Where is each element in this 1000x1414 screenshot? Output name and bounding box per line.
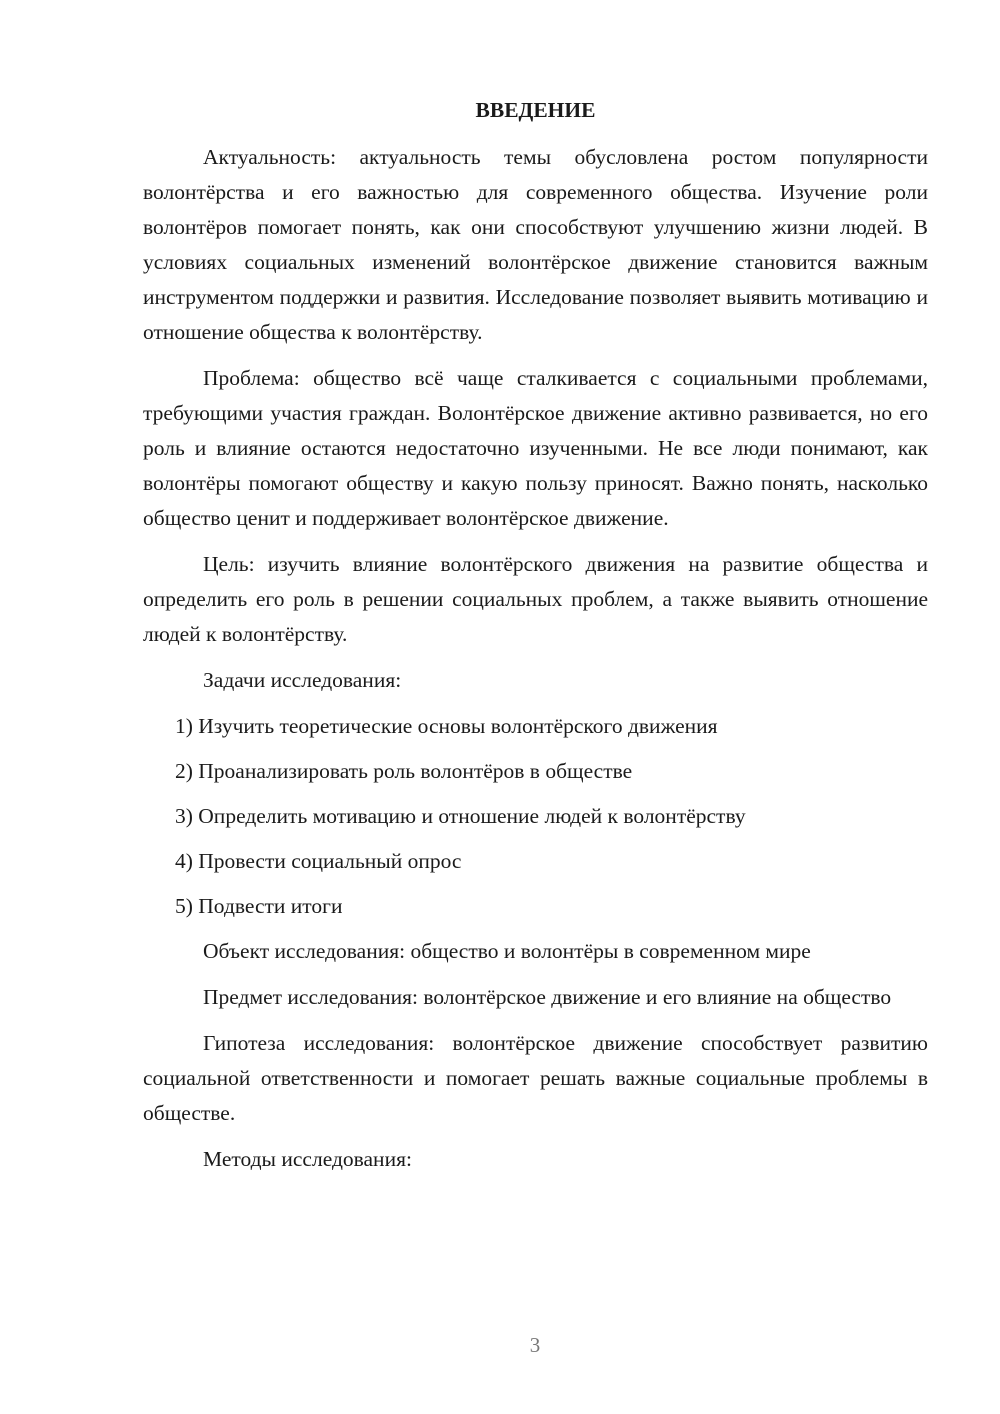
goal-paragraph: Цель: изучить влияние волонтёрского движения на развитие общества и определить его роль в решении социальных проблем, а также выявить отношение людей к волонтёрству. xyxy=(143,552,928,646)
task-item: 2) Проанализировать роль волонтёров в обществе xyxy=(175,759,633,783)
page-number: 3 xyxy=(529,1333,541,1357)
page-title: ВВЕДЕНИЕ xyxy=(475,98,596,122)
problem-paragraph: Проблема: общество всё чаще сталкивается с социальными проблемами, требующими участия граждан. Волонтёрское движение активно развивается, но его роль и влияние остаются недостаточно изученными. Не все люди понимают, как волонтёры помогают обществу и какую пользу приносят. Важно понять, насколько общество ценит и поддерживает волонтёрское движение. xyxy=(143,366,928,530)
relevance-paragraph: Актуальность: актуальность темы обусловлена ростом популярности волонтёрства и его важностью для современного общества. Изучение роли волонтёров помогает понять, как они способствуют улучшению жизни людей. В условиях социальных изменений волонтёрское движение становится важным инструментом поддержки и развития. Исследование позволяет выявить мотивацию и отношение общества к волонтёрству. xyxy=(143,145,928,344)
task-item: 1) Изучить теоретические основы волонтёрского движения xyxy=(175,714,718,738)
task-item: 5) Подвести итоги xyxy=(175,894,343,918)
page-content xyxy=(143,93,928,1177)
task-item: 4) Провести социальный опрос xyxy=(175,849,462,873)
object-paragraph: Объект исследования: общество и волонтёры в современном мире xyxy=(203,939,811,963)
tasks-heading: Задачи исследования: xyxy=(203,668,402,692)
subject-paragraph: Предмет исследования: волонтёрское движение и его влияние на общество xyxy=(203,985,892,1009)
tasks-list xyxy=(143,709,928,924)
hypothesis-paragraph: Гипотеза исследования: волонтёрское движение способствует развитию социальной ответственности и помогает решать важные социальные проблемы в обществе. xyxy=(143,1031,928,1125)
methods-heading: Методы исследования: xyxy=(203,1147,412,1171)
task-item: 3) Определить мотивацию и отношение людей к волонтёрству xyxy=(175,804,746,828)
